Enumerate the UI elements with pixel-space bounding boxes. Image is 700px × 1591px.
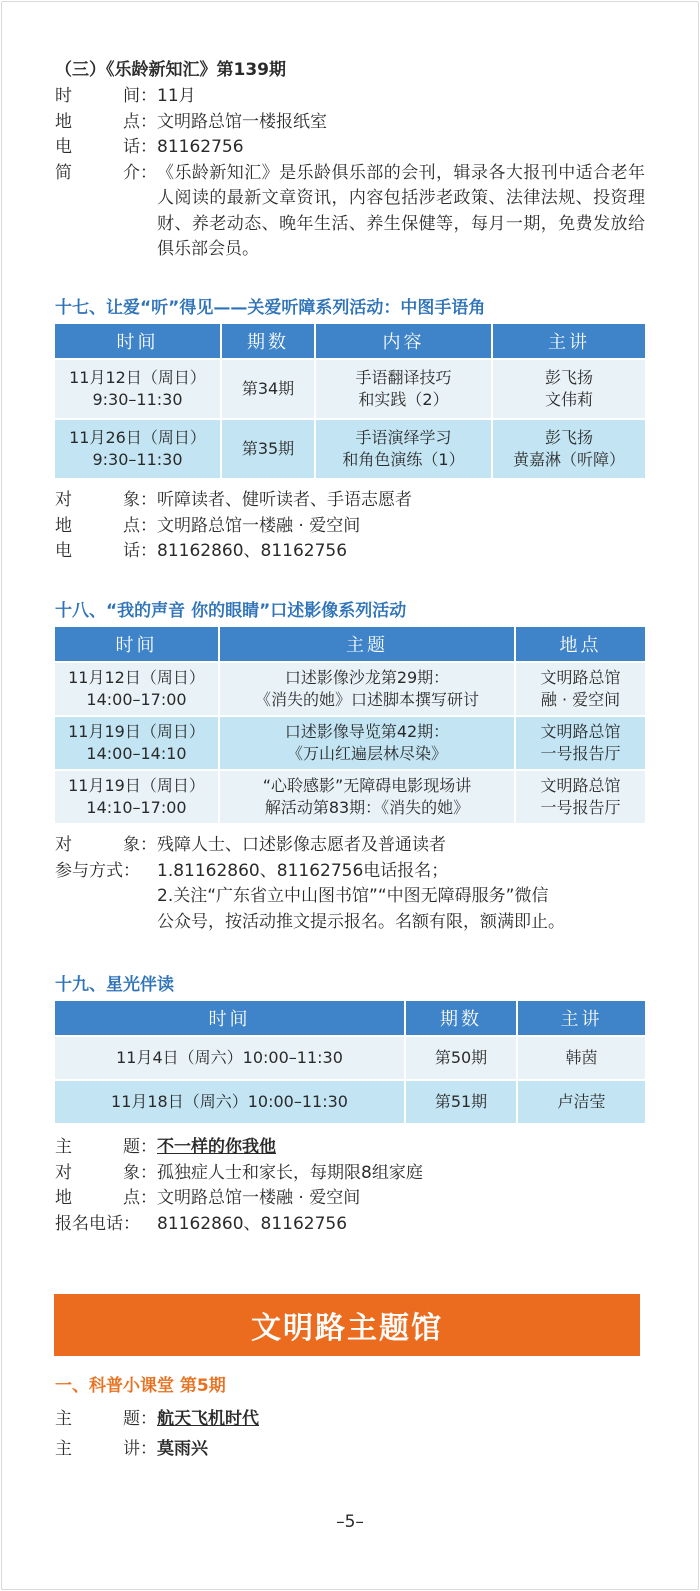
- time-date: 11月12日（周日）: [69, 368, 206, 387]
- section-sign-language: [55, 296, 645, 565]
- place-line: 一号报告厅: [540, 744, 621, 763]
- info-speaker: [55, 1434, 645, 1464]
- place-line: 融 · 爱空间: [540, 690, 621, 709]
- info-target-value: 孤独症人士和家长，每期限8组家庭: [157, 1162, 423, 1183]
- topic-line: 《万山红遍层林尽染》: [286, 744, 447, 763]
- info-theme-value: 不一样的你我他: [157, 1137, 276, 1157]
- info-phone-value: 81162860、81162756: [157, 1213, 348, 1234]
- topic-line: “心聆感影”无障碍电影现场讲: [262, 776, 472, 795]
- cell-place: [516, 663, 645, 715]
- header-content: 内容: [316, 324, 491, 358]
- label-char: 话：: [123, 541, 157, 561]
- cell-time: [55, 420, 220, 478]
- time-date: 11月26日（周日）: [69, 428, 206, 447]
- info-speaker-value: 莫雨兴: [157, 1439, 208, 1459]
- label-char: 电: [55, 541, 72, 561]
- table-row: [55, 420, 645, 478]
- label-char: 象：: [123, 490, 157, 510]
- time-date: 11月19日（周日）: [68, 776, 205, 795]
- label-char: 简: [55, 162, 72, 183]
- label-char: 象：: [123, 835, 157, 855]
- content-line: 手语翻译技巧: [355, 368, 452, 387]
- info-phone: [55, 135, 645, 161]
- cell-time: [55, 663, 218, 715]
- label-char: 介：: [123, 162, 157, 183]
- section-19-title: 十九、星光伴读: [55, 975, 174, 995]
- info-place-value: 文明路总馆一楼报纸室: [157, 111, 327, 132]
- info-phone: [55, 539, 645, 565]
- section-star-reading: [55, 973, 645, 1237]
- info-phone-value: 81162756: [157, 137, 244, 157]
- time-date: 11月12日（周日）: [68, 668, 205, 687]
- info-target-value: 听障读者、健听读者、手语志愿者: [157, 490, 412, 510]
- cell-speaker: [493, 420, 645, 478]
- newsletter-title: （三）《乐龄新知汇》第139期: [55, 60, 286, 80]
- label-char: 主: [55, 1137, 72, 1157]
- cell-content: [316, 420, 491, 478]
- table-row: [55, 771, 645, 823]
- header-issue: 期数: [406, 1001, 516, 1035]
- sign-language-table: [53, 322, 647, 480]
- label-char: 话：: [123, 137, 157, 157]
- speaker-name: 黄嘉淋（听障）: [512, 450, 625, 469]
- table-header-row: [55, 627, 645, 661]
- label-char: 主: [55, 1439, 72, 1459]
- section-audio-description: [55, 599, 645, 935]
- method-label: 参与方式：: [55, 860, 140, 881]
- label-char: 电: [55, 137, 72, 157]
- info-place: [55, 1186, 645, 1212]
- table-row: [55, 717, 645, 769]
- label-char: 讲：: [123, 1439, 157, 1459]
- info-place-value: 文明路总馆一楼融 · 爱空间: [157, 1188, 361, 1208]
- label-char: 象：: [123, 1162, 157, 1183]
- place-line: 文明路总馆: [540, 668, 621, 687]
- cell-place: [516, 771, 645, 823]
- time-range: 9:30–11:30: [92, 390, 183, 409]
- info-target: [55, 1161, 645, 1187]
- header-speaker: 主讲: [493, 324, 645, 358]
- cell-topic: [220, 717, 514, 769]
- cell-issue: 第51期: [406, 1081, 516, 1123]
- label-char: 题：: [123, 1137, 157, 1157]
- info-place: [55, 514, 645, 540]
- topic-line: 《消失的她》口述脚本撰写研讨: [254, 690, 479, 709]
- label-char: 地: [55, 1188, 72, 1208]
- label-char: 点：: [123, 111, 157, 132]
- cell-issue: 第35期: [222, 420, 314, 478]
- speaker-name: 文伟莉: [544, 390, 593, 409]
- topic-line: 口述影像导览第42期：: [284, 722, 450, 741]
- cell-time: [55, 717, 218, 769]
- info-intro: [55, 161, 645, 263]
- cell-issue: 第34期: [222, 360, 314, 418]
- section-newsletter: [55, 58, 645, 263]
- table-row: [55, 1037, 645, 1079]
- info-intro-value: 《乐龄新知汇》是乐龄俱乐部的会刊，辑录各大报刊中适合老年人阅读的最新文章资讯，内容包括涉老政策、法律法规、投资理财、养老动态、晚年生活、养生保健等，每月一期，免费发放给俱乐部会员。: [157, 162, 645, 259]
- table-row: [55, 360, 645, 418]
- cell-issue: 第50期: [406, 1037, 516, 1079]
- time-range: 14:10–17:00: [86, 798, 187, 817]
- label-char: 对: [55, 1162, 72, 1183]
- place-line: 文明路总馆: [540, 776, 621, 795]
- table-header-row: [55, 1001, 645, 1035]
- science-class-title: 一、科普小课堂 第5期: [55, 1376, 226, 1396]
- cell-topic: [220, 663, 514, 715]
- header-time: 时间: [55, 627, 218, 661]
- section-17-title: 十七、让爱“听”得见——关爱听障系列活动：中图手语角: [55, 298, 486, 318]
- method-line: 公众号，按活动推文提示报名。名额有限，额满即止。: [157, 911, 565, 932]
- cell-time: [55, 771, 218, 823]
- header-time: 时间: [55, 324, 220, 358]
- header-speaker: 主讲: [518, 1001, 645, 1035]
- cell-place: [516, 717, 645, 769]
- label-char: 点：: [123, 515, 157, 536]
- info-time: [55, 84, 645, 110]
- time-range: 14:00–14:10: [86, 744, 187, 763]
- info-phone-value: 81162860、81162756: [157, 541, 348, 561]
- info-place-value: 文明路总馆一楼融 · 爱空间: [157, 515, 361, 536]
- info-target-value: 残障人士、口述影像志愿者及普通读者: [157, 835, 446, 855]
- info-phone: [55, 1212, 645, 1238]
- content-line: 和角色演练（1）: [342, 450, 465, 469]
- info-place: [55, 110, 645, 136]
- cell-speaker: [493, 360, 645, 418]
- info-target: [55, 833, 645, 859]
- speaker-name: 彭飞扬: [544, 368, 593, 387]
- header-time: 时间: [55, 1001, 404, 1035]
- info-method-value: [157, 859, 645, 936]
- cell-time: 11月4日（周六）10:00–11:30: [55, 1037, 404, 1079]
- label-char: 时: [55, 86, 72, 106]
- cell-time: 11月18日（周六）10:00–11:30: [55, 1081, 404, 1123]
- label-char: 题：: [123, 1409, 157, 1429]
- header-place: 地点: [516, 627, 645, 661]
- topic-line: 解活动第83期：《消失的她》: [264, 798, 470, 817]
- info-theme-value: 航天飞机时代: [157, 1409, 259, 1429]
- time-range: 9:30–11:30: [92, 450, 183, 469]
- table-row: [55, 1081, 645, 1123]
- info-theme: [55, 1404, 645, 1434]
- label-char: 对: [55, 490, 72, 510]
- label-char: 地: [55, 515, 72, 536]
- speaker-name: 彭飞扬: [544, 428, 593, 447]
- info-time-value: 11月: [157, 86, 196, 106]
- info-method: [55, 859, 645, 936]
- label-char: 主: [55, 1409, 72, 1429]
- cell-speaker: 韩茵: [518, 1037, 645, 1079]
- content-line: 和实践（2）: [358, 390, 449, 409]
- page-number: –5–: [336, 1512, 364, 1532]
- table-header-row: [55, 324, 645, 358]
- info-theme: [55, 1135, 645, 1161]
- phone-label: 报名电话：: [55, 1213, 140, 1234]
- section-18-title: 十八、“我的声音 你的眼睛”口述影像系列活动: [55, 601, 407, 621]
- venue-banner: 文明路主题馆: [54, 1294, 640, 1356]
- topic-line: 口述影像沙龙第29期：: [284, 668, 450, 687]
- header-issue: 期数: [222, 324, 314, 358]
- section-science-class: [55, 1374, 645, 1464]
- place-line: 文明路总馆: [540, 722, 621, 741]
- method-line: 1.81162860、81162756电话报名；: [157, 860, 449, 881]
- time-range: 14:00–17:00: [86, 690, 187, 709]
- label-char: 间：: [123, 86, 157, 106]
- info-target: [55, 488, 645, 514]
- header-topic: 主题: [220, 627, 514, 661]
- audio-description-table: [53, 625, 647, 825]
- cell-content: [316, 360, 491, 418]
- content-line: 手语演绎学习: [355, 428, 452, 447]
- label-char: 地: [55, 111, 72, 132]
- cell-speaker: 卢洁莹: [518, 1081, 645, 1123]
- table-row: [55, 663, 645, 715]
- star-reading-table: [53, 999, 647, 1125]
- time-date: 11月19日（周日）: [68, 722, 205, 741]
- label-char: 对: [55, 835, 72, 855]
- label-char: 点：: [123, 1188, 157, 1208]
- cell-time: [55, 360, 220, 418]
- place-line: 一号报告厅: [540, 798, 621, 817]
- cell-topic: [220, 771, 514, 823]
- method-line: 2.关注“广东省立中山图书馆”“中图无障碍服务”微信: [157, 886, 549, 906]
